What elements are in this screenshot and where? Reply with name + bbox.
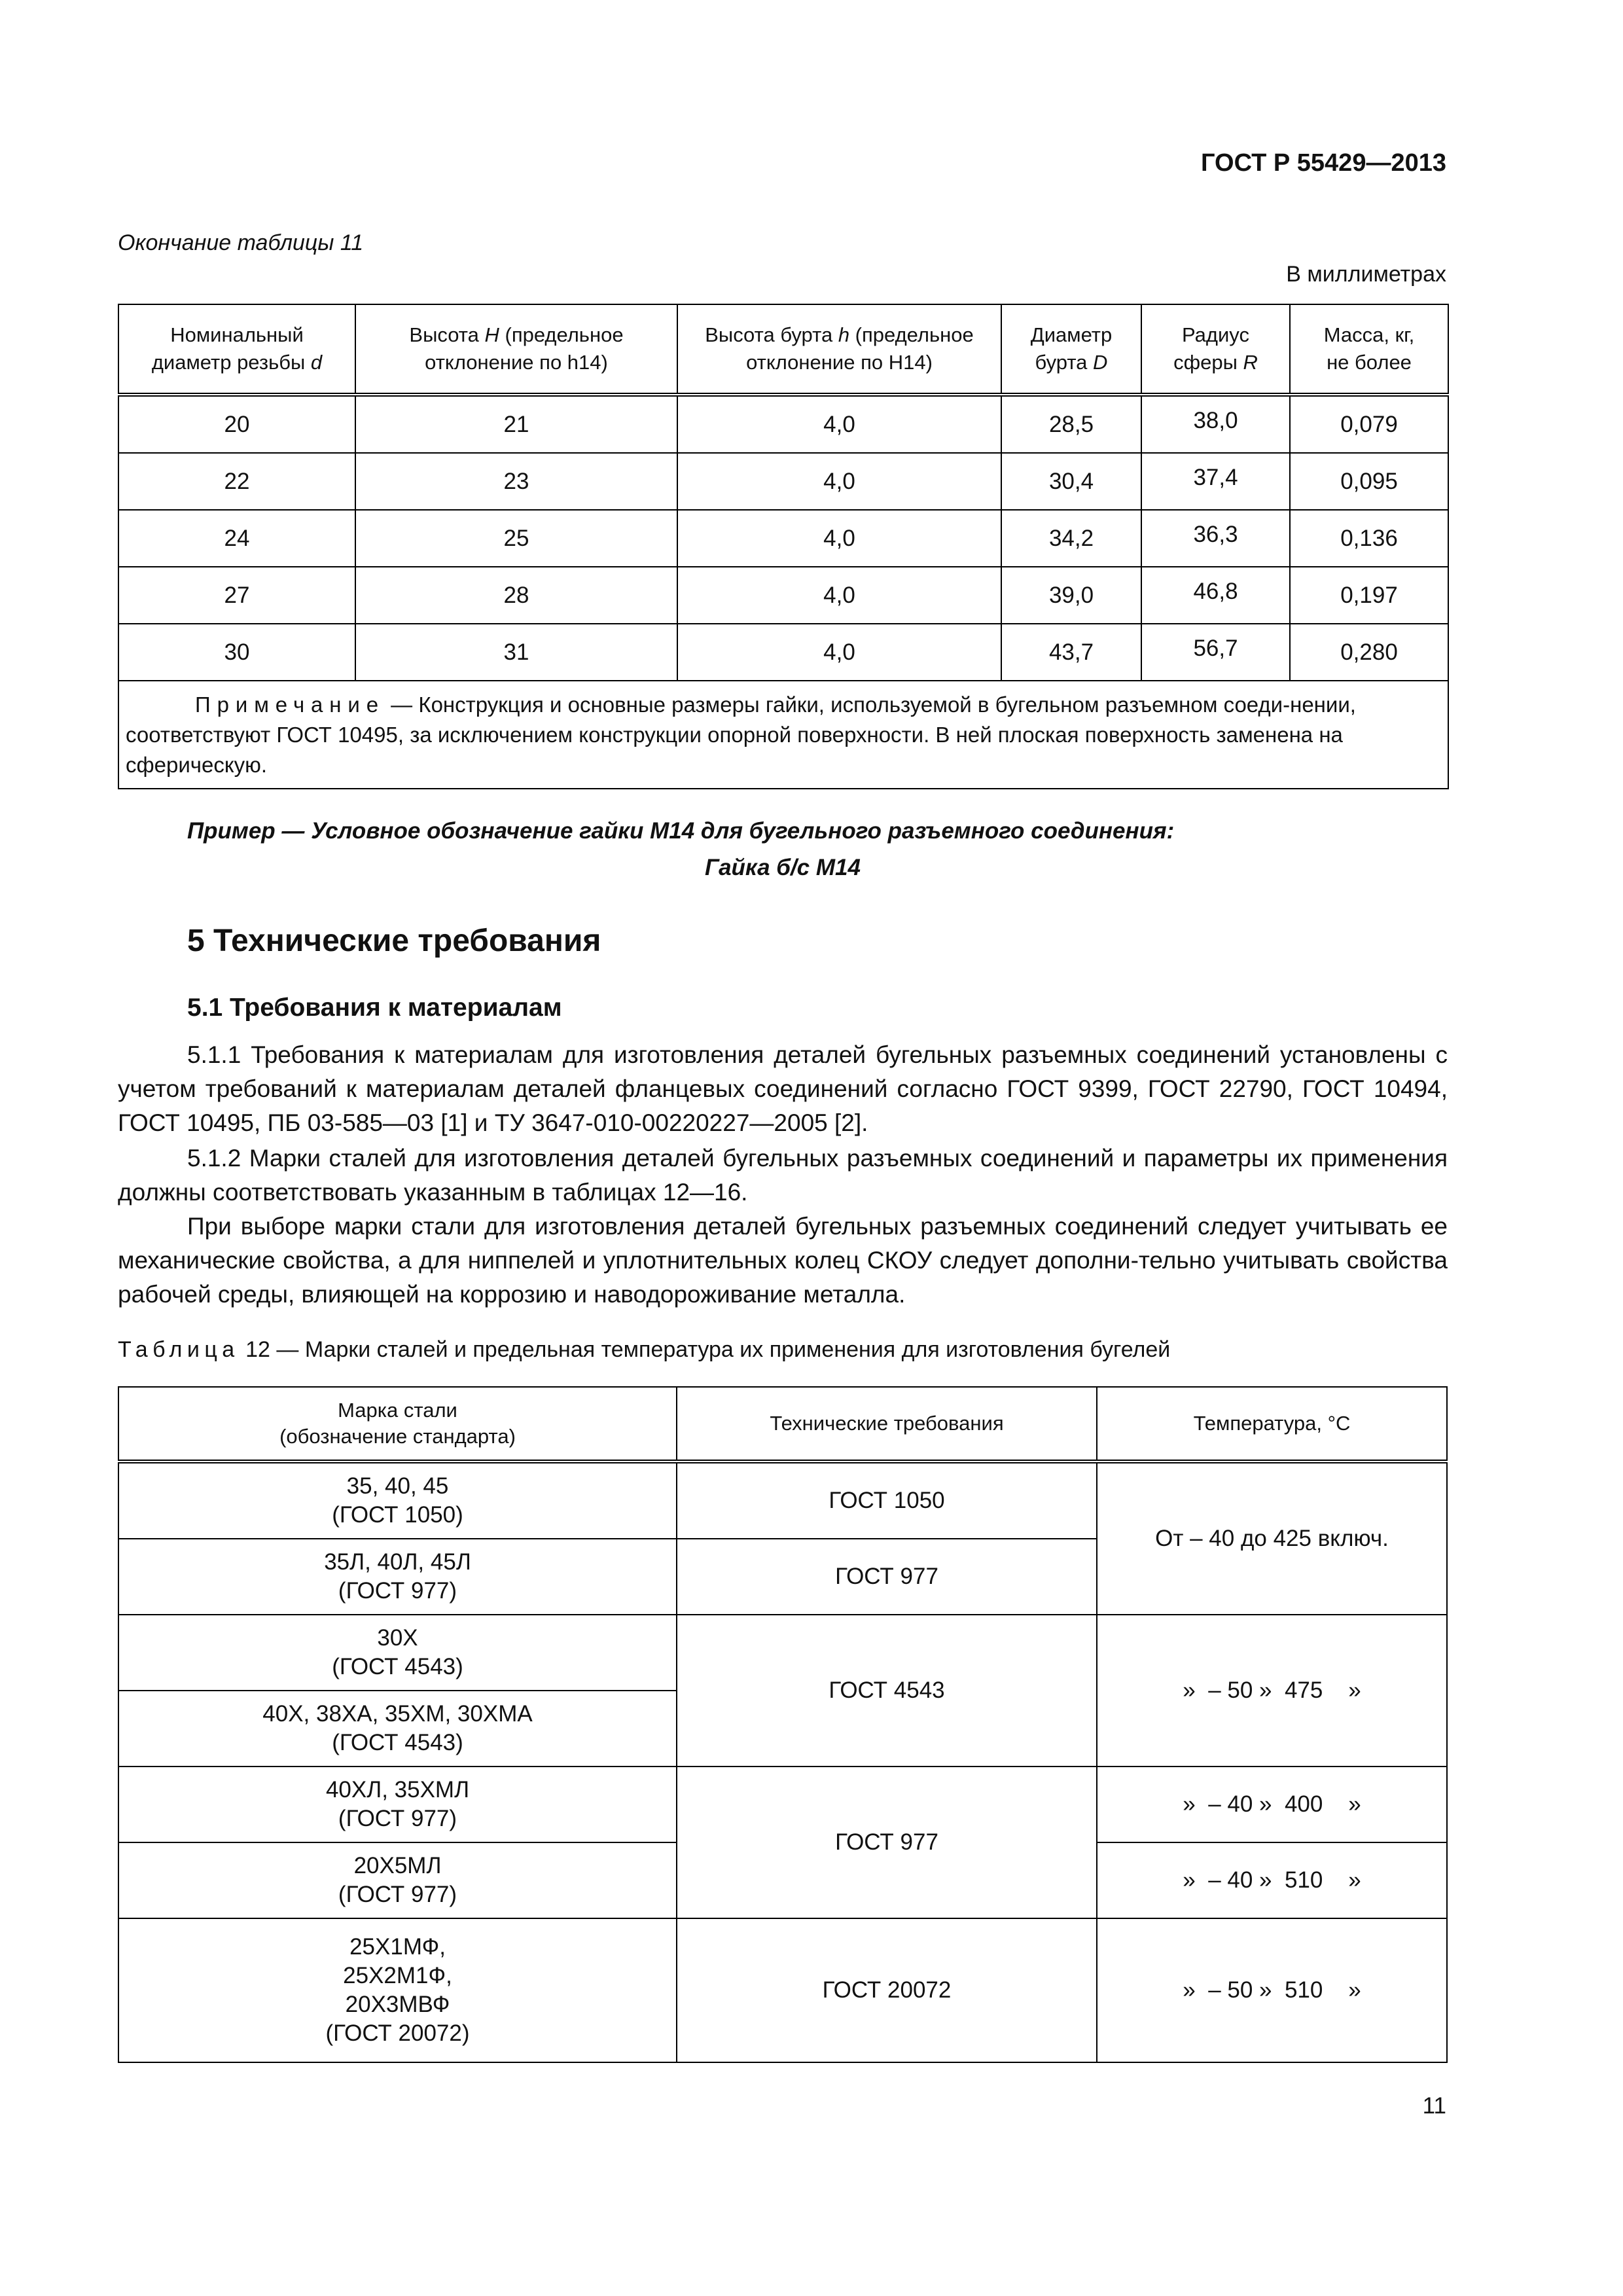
tech-req-cell: ГОСТ 1050	[677, 1462, 1097, 1539]
table-cell: 38,0	[1141, 395, 1290, 453]
steel-grade-cell: 35Л, 40Л, 45Л (ГОСТ 977)	[118, 1539, 677, 1615]
table-cell: 34,2	[1001, 510, 1141, 567]
table-cell: 4,0	[677, 395, 1001, 453]
steel-grade-cell: 35, 40, 45 (ГОСТ 1050)	[118, 1462, 677, 1539]
table-note-row	[118, 681, 1448, 789]
tech-req-cell: ГОСТ 4543	[677, 1615, 1097, 1767]
header-collar-height: Высота бурта h (предельное отклонение по H14)	[677, 304, 1001, 395]
tech-req-cell: ГОСТ 977	[677, 1539, 1097, 1615]
header-sphere-radius: Радиус сферы R	[1141, 304, 1290, 395]
subsection-title: 5.1 Требования к материалам	[187, 994, 562, 1022]
header-temperature: Температура, °С	[1097, 1387, 1447, 1462]
table-cell: 46,8	[1141, 567, 1290, 624]
paragraph-5-1-2: 5.1.2 Марки сталей для изготовления деталей бугельных разъемных соединений и параметры их применения должны соответствовать указанным в таблицах 12—16.	[118, 1145, 1448, 1206]
table-11	[118, 304, 1449, 789]
table-cell: 22	[118, 453, 355, 510]
table-cell: 27	[118, 567, 355, 624]
paragraph-steel-choice: При выборе марки стали для изготовления деталей бугельных разъемных соединений следует учитывать ее механические свойства, а для ниппелей и уплотнительных колец СКОУ следует дополни-тельно учитывать свойства рабочей среды, влияющей на коррозию и наводороживание металла.	[118, 1213, 1448, 1308]
table-cell: 0,280	[1290, 624, 1448, 681]
table-header-row	[118, 304, 1448, 395]
table-cell: 4,0	[677, 453, 1001, 510]
document-code: ГОСТ Р 55429—2013	[1201, 149, 1446, 177]
table-row	[118, 1918, 1447, 2062]
table-cell: 24	[118, 510, 355, 567]
table-row	[118, 453, 1448, 510]
table-cell: 28	[355, 567, 677, 624]
table-row	[118, 1767, 1447, 1842]
example-designation: Гайка б/с М14	[705, 855, 861, 880]
paragraph-5-1-1: 5.1.1 Требования к материалам для изготовления деталей бугельных разъемных соединений установлены с учетом требований к материалам деталей фланцевых соединений согласно ГОСТ 9399, ГОСТ 22790, ГОСТ 10494, ГОСТ 10495, ПБ 03-585—03 [1] и ТУ 3647-010-00220227—2005 [2].	[118, 1041, 1448, 1136]
table-cell: 20	[118, 395, 355, 453]
table-cell: 56,7	[1141, 624, 1290, 681]
tech-req-cell: ГОСТ 977	[677, 1767, 1097, 1918]
table-cell: 0,095	[1290, 453, 1448, 510]
note-text: — Конструкция и основные размеры гайки, используемой в бугельном разъемном соеди-нении, соответствуют ГОСТ 10495, за исключением конструкции опорной поверхности. В ней плоская поверхность заменена на сферическую.	[126, 692, 1356, 777]
table-row	[118, 1462, 1447, 1539]
temperature-cell: От – 40 до 425 включ.	[1097, 1462, 1447, 1615]
header-mass: Масса, кг, не более	[1290, 304, 1448, 395]
table-cell: 25	[355, 510, 677, 567]
page-number: 11	[1422, 2093, 1446, 2119]
table-row	[118, 567, 1448, 624]
table-cell: 4,0	[677, 624, 1001, 681]
steel-grade-cell: 30Х (ГОСТ 4543)	[118, 1615, 677, 1691]
steel-grade-cell: 40Х, 38ХА, 35ХМ, 30ХМА (ГОСТ 4543)	[118, 1691, 677, 1767]
table-row	[118, 510, 1448, 567]
table-row	[118, 1615, 1447, 1691]
designation-example	[118, 813, 1448, 886]
table-cell: 37,4	[1141, 453, 1290, 510]
table-12	[118, 1386, 1448, 2063]
section-title: 5 Технические требования	[187, 924, 601, 958]
temperature-cell: » – 40 » 400 »	[1097, 1767, 1447, 1842]
steel-grade-cell: 25Х1МФ, 25Х2М1Ф, 20Х3МВФ (ГОСТ 20072)	[118, 1918, 677, 2062]
table-cell: 28,5	[1001, 395, 1141, 453]
table-continuation-label: Окончание таблицы 11	[118, 230, 364, 255]
header-height: Высота H (предельное отклонение по h14)	[355, 304, 677, 395]
steel-grade-cell: 40ХЛ, 35ХМЛ (ГОСТ 977)	[118, 1767, 677, 1842]
table-cell: 4,0	[677, 510, 1001, 567]
table-units: В миллиметрах	[1286, 262, 1446, 287]
table-cell: 4,0	[677, 567, 1001, 624]
table-cell: 0,079	[1290, 395, 1448, 453]
tech-req-cell: ГОСТ 20072	[677, 1918, 1097, 2062]
table-row	[118, 624, 1448, 681]
table-header-row	[118, 1387, 1447, 1462]
temperature-cell: » – 50 » 510 »	[1097, 1918, 1447, 2062]
temperature-cell: » – 50 » 475 »	[1097, 1615, 1447, 1767]
table-cell: 30	[118, 624, 355, 681]
header-collar-diameter: Диаметр бурта D	[1001, 304, 1141, 395]
temperature-cell: » – 40 » 510 »	[1097, 1842, 1447, 1918]
example-line: Пример — Условное обозначение гайки М14 для бугельного разъемного соединения:	[187, 818, 1175, 844]
table-cell: 0,136	[1290, 510, 1448, 567]
table-cell: 23	[355, 453, 677, 510]
table-cell: 39,0	[1001, 567, 1141, 624]
table-cell: 0,197	[1290, 567, 1448, 624]
table-cell: 43,7	[1001, 624, 1141, 681]
caption-label: Таблица	[118, 1337, 240, 1362]
header-tech-requirements: Технические требования	[677, 1387, 1097, 1462]
table-cell: 21	[355, 395, 677, 453]
table-note	[118, 681, 1448, 789]
header-steel-grade: Марка стали (обозначение стандарта)	[118, 1387, 677, 1462]
caption-text: 12 — Марки сталей и предельная температура их применения для изготовления бугелей	[239, 1337, 1171, 1362]
table-cell: 31	[355, 624, 677, 681]
header-nominal-diameter: Номинальный диаметр резьбы d	[118, 304, 355, 395]
steel-grade-cell: 20Х5МЛ (ГОСТ 977)	[118, 1842, 677, 1918]
table-cell: 30,4	[1001, 453, 1141, 510]
note-label: Примечание	[195, 692, 385, 717]
table-cell: 36,3	[1141, 510, 1290, 567]
table-row	[118, 395, 1448, 453]
table-12-caption	[118, 1337, 1170, 1363]
